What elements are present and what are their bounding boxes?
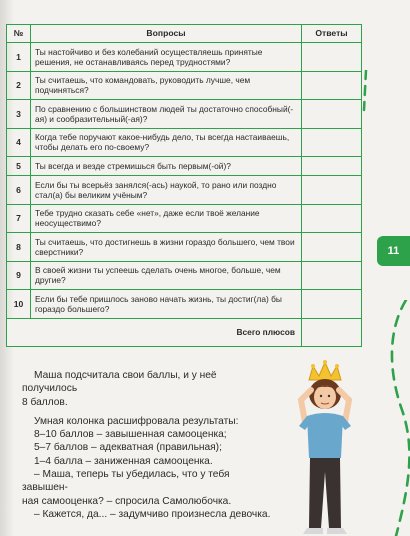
total-answer-cell[interactable]: [302, 318, 362, 347]
question-text: Тебе трудно сказать себе «нет», даже если твоё желание неосуществимо?: [31, 204, 302, 233]
answer-cell[interactable]: [302, 71, 362, 100]
row-number: 7: [7, 204, 31, 233]
table-row: [7, 233, 362, 262]
question-text: Ты считаешь, что командовать, руководить лучше, чем подчиняться?: [31, 71, 302, 100]
answer-cell[interactable]: [302, 204, 362, 233]
question-text: Когда тебе поручают какое-нибудь дело, ты всегда настаиваешь, чтобы делать его по-своему?: [31, 128, 302, 157]
table-row: [7, 204, 362, 233]
answer-cell[interactable]: [302, 100, 362, 129]
answer-cell[interactable]: [302, 176, 362, 205]
table-row: [7, 100, 362, 129]
crown-icon: [309, 360, 341, 380]
row-number: 3: [7, 100, 31, 129]
header-num: №: [7, 25, 31, 43]
story-line: – Маша, теперь ты убедилась, что у тебя завышен-: [22, 469, 230, 494]
question-text: По сравнению с большинством людей ты достаточно способный(-ая) и сообразительный(-ая)?: [31, 100, 302, 129]
row-number: 4: [7, 128, 31, 157]
row-number: 9: [7, 261, 31, 290]
table-row: [7, 290, 362, 319]
question-text: Ты всегда и везде стремишься быть первым(-ой)?: [31, 157, 302, 176]
table-row: [7, 71, 362, 100]
header-questions: Вопросы: [31, 25, 302, 43]
question-text: Если бы ты всерьёз занялся(-ась) наукой, то рано или поздно стал(а) бы великим учёным?: [31, 176, 302, 205]
decorative-green-dash: [386, 300, 410, 536]
table-row: [7, 43, 362, 72]
question-text: Ты настойчиво и без колебаний осуществляешь принятые решения, не останавливаясь перед трудностями?: [31, 43, 302, 72]
row-number: 5: [7, 157, 31, 176]
table-row: [7, 157, 362, 176]
row-number: 6: [7, 176, 31, 205]
answer-cell[interactable]: [302, 290, 362, 319]
questionnaire-table: [6, 24, 362, 347]
page-number: 11: [387, 245, 400, 257]
table-row: [7, 261, 362, 290]
total-row: [7, 318, 362, 347]
story-line: Маша подсчитала свои баллы, и у неё получилось: [22, 370, 217, 395]
story-line: Умная колонка расшифровала результаты:: [34, 415, 239, 427]
question-text: Ты считаешь, что достигнешь в жизни гораздо большего, чем твои сверстники?: [31, 233, 302, 262]
row-number: 10: [7, 290, 31, 319]
page-number-tab: [377, 236, 410, 266]
story-line: 8–10 баллов – завышенная самооценка;: [34, 429, 227, 441]
table-header-row: [7, 25, 362, 43]
row-number: 2: [7, 71, 31, 100]
story-line: 8 баллов.: [22, 396, 68, 408]
story-line: ная самооценка? – спросила Самолюбочка.: [22, 495, 232, 507]
answer-cell[interactable]: [302, 261, 362, 290]
answer-cell[interactable]: [302, 43, 362, 72]
decorative-dash: [362, 70, 392, 310]
header-answers: Ответы: [302, 25, 362, 43]
question-text: В своей жизни ты успеешь сделать очень многое, больше, чем другие?: [31, 261, 302, 290]
total-label: Всего плюсов: [7, 318, 302, 347]
answer-cell[interactable]: [302, 128, 362, 157]
answer-cell[interactable]: [302, 233, 362, 262]
girl-with-crown-illustration: [275, 360, 375, 536]
row-number: 1: [7, 43, 31, 72]
question-text: Если бы тебе пришлось заново начать жизнь, ты достиг(ла) бы гораздо большего?: [31, 290, 302, 319]
story-line: 1–4 балла – заниженная самооценка.: [34, 455, 213, 467]
table-row: [7, 176, 362, 205]
answer-cell[interactable]: [302, 157, 362, 176]
story-line: – Кажется, да... – задумчиво произнесла девочка.: [34, 508, 271, 520]
story-text: [22, 369, 272, 521]
table-row: [7, 128, 362, 157]
row-number: 8: [7, 233, 31, 262]
story-line: 5–7 баллов – адекватная (правильная);: [34, 442, 222, 454]
